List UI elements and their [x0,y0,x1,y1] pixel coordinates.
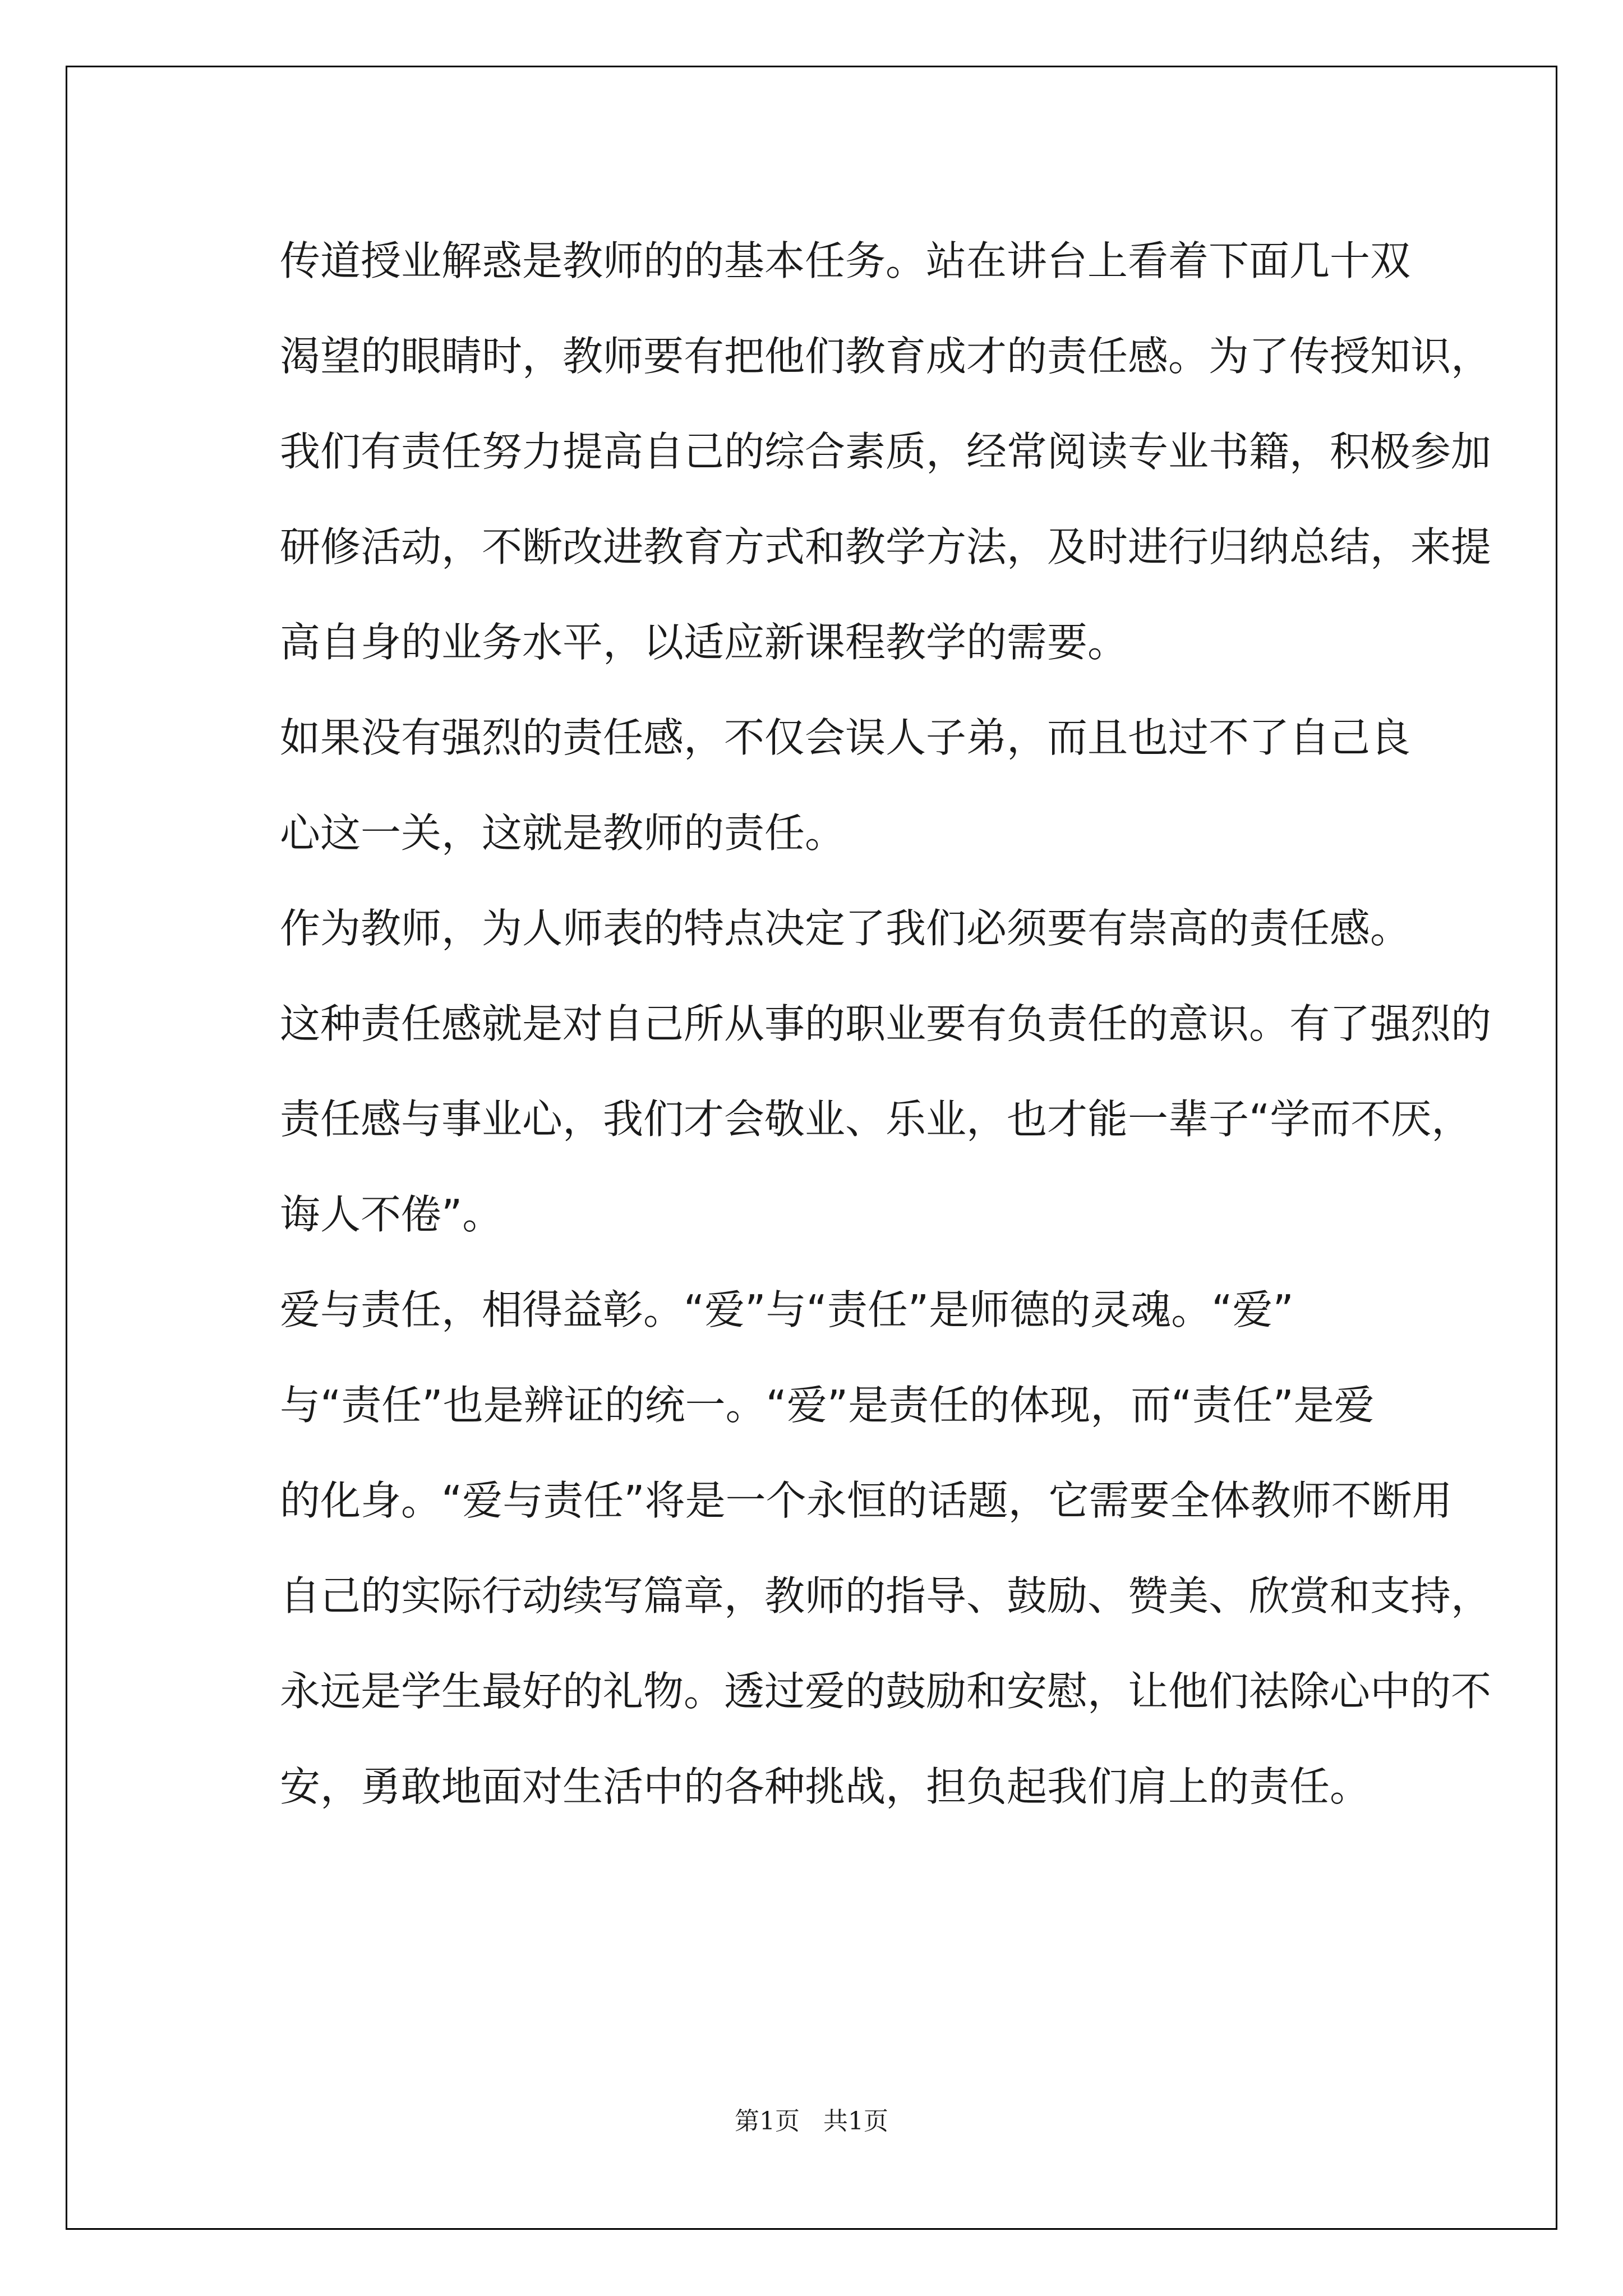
text-line: 自己的实际行动续写篇章，教师的指导、鼓励、赞美、欣赏和支持， [280,1572,1492,1619]
document-body [199,213,1492,1834]
text-line: 如果没有强烈的责任感，不仅会误人子弟，而且也过不了自己良 [280,714,1411,761]
paragraph [199,690,1433,881]
text-line: 研修活动，不断改进教育方式和教学方法，及时进行归纳总结，来提 [280,523,1492,570]
text-line: 传道授业解惑是教师的的基本任务。站在讲台上看着下面几十双 [280,237,1411,284]
text-line: 安，勇敢地面对生活中的各种挑战，担负起我们肩上的责任。 [280,1763,1371,1810]
text-line: 我们有责任努力提高自己的综合素质，经常阅读专业书籍，积极参加 [280,428,1492,475]
text-line: 责任感与事业心，我们才会敬业、乐业，也才能一辈子“学而不厌， [280,1096,1472,1143]
text-line: 与“责任”也是辨证的统一。“爱”是责任的体现，而“责任”是爱 [280,1382,1375,1429]
text-line: 作为教师，为人师表的特点决定了我们必须要有崇高的责任感。 [280,905,1411,952]
text-line: 诲人不倦”。 [280,1191,503,1238]
text-line: 渴望的眼睛时，教师要有把他们教育成才的责任感。为了传授知识， [280,333,1492,380]
paragraph [199,1262,1492,1834]
paragraph [199,213,1492,690]
paragraph [199,881,1492,1262]
text-line: 这种责任感就是对自己所从事的职业要有负责任的意识。有了强烈的 [280,1000,1492,1047]
text-line: 爱与责任，相得益彰。“爱”与“责任”是师德的灵魂。“爱” [280,1286,1294,1333]
text-line: 永远是学生最好的礼物。透过爱的鼓励和安慰，让他们祛除心中的不 [280,1668,1492,1715]
text-line: 的化身。“爱与责任”将是一个永恒的话题，它需要全体教师不断用 [280,1477,1453,1524]
text-line: 高自身的业务水平，以适应新课程教学的需要。 [280,619,1128,666]
text-line: 心这一关，这就是教师的责任。 [280,809,846,857]
page-footer: 第1页 共1页 [735,2107,888,2136]
